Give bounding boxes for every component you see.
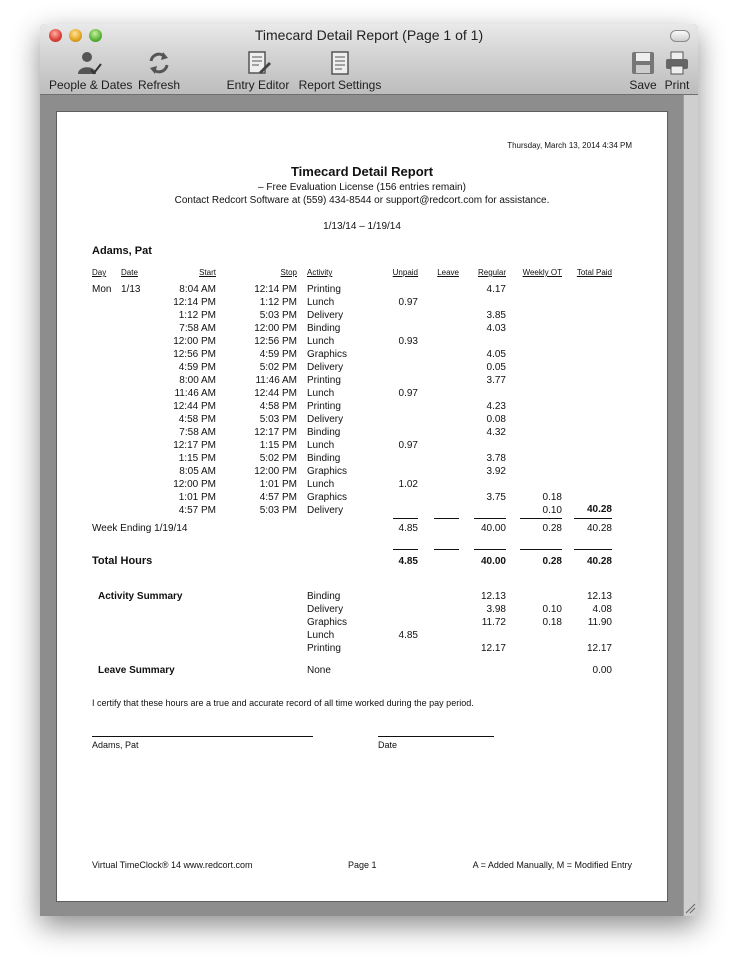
refresh-icon xyxy=(146,50,172,76)
print-button[interactable] xyxy=(660,50,694,92)
regular-hours: 0.08 xyxy=(486,414,506,425)
start-time: 4:59 PM xyxy=(178,362,216,373)
report-page xyxy=(56,111,668,902)
header-weekly-ot: Weekly OT xyxy=(522,268,562,277)
regular-hours: 4.17 xyxy=(486,284,506,295)
refresh-label: Refresh xyxy=(137,78,181,92)
total-regular: 40.00 xyxy=(480,556,506,567)
activity: Printing xyxy=(307,375,341,386)
regular-hours: 4.05 xyxy=(486,349,506,360)
summary-unpaid: 4.85 xyxy=(398,630,418,641)
stop-time: 1:15 PM xyxy=(259,440,297,451)
stop-time: 5:03 PM xyxy=(259,505,297,516)
start-time: 7:58 AM xyxy=(179,427,216,438)
start-time: 8:05 AM xyxy=(179,466,216,477)
vertical-scrollbar[interactable] xyxy=(683,95,698,916)
print-label: Print xyxy=(664,78,690,92)
resize-grip-icon[interactable] xyxy=(684,902,696,914)
save-button[interactable] xyxy=(626,50,660,92)
start-time: 8:00 AM xyxy=(179,375,216,386)
activity: Graphics xyxy=(307,349,348,360)
unpaid-hours: 0.97 xyxy=(398,388,418,399)
signature-date-label: Date xyxy=(378,740,398,750)
total-paid: 40.28 xyxy=(586,556,612,567)
summary-ot: 0.10 xyxy=(542,604,562,615)
start-time: 4:57 PM xyxy=(178,505,216,516)
header-leave: Leave xyxy=(437,268,459,277)
summary-activity: Printing xyxy=(307,643,341,654)
date-range: 1/13/14 – 1/19/14 xyxy=(323,221,401,232)
report-settings-label: Report Settings xyxy=(298,78,382,92)
stop-time: 4:57 PM xyxy=(259,492,297,503)
signature-line xyxy=(92,736,313,737)
summary-activity: Lunch xyxy=(307,630,335,641)
week-total: 40.28 xyxy=(586,523,612,534)
start-time: 4:58 PM xyxy=(178,414,216,425)
footer-page-number: Page 1 xyxy=(348,860,377,870)
stop-time: 12:44 PM xyxy=(254,388,297,399)
stop-time: 12:00 PM xyxy=(254,466,297,477)
summary-total: 12.17 xyxy=(586,643,612,654)
first-date: 1/13 xyxy=(121,284,141,295)
footer-legend: A = Added Manually, M = Modified Entry xyxy=(472,860,632,870)
regular-hours: 4.03 xyxy=(486,323,506,334)
week-ot: 0.28 xyxy=(542,523,562,534)
entry-editor-button[interactable] xyxy=(224,50,292,92)
rule-total xyxy=(574,518,612,519)
start-time: 1:01 PM xyxy=(178,492,216,503)
start-time: 12:14 PM xyxy=(173,297,216,308)
regular-hours: 3.92 xyxy=(486,466,506,477)
stop-time: 1:12 PM xyxy=(259,297,297,308)
summary-activity: Graphics xyxy=(307,617,348,628)
print-icon xyxy=(664,50,690,76)
summary-activity: Binding xyxy=(307,591,341,602)
start-time: 12:00 PM xyxy=(173,336,216,347)
activity: Binding xyxy=(307,323,341,334)
unpaid-hours: 1.02 xyxy=(398,479,418,490)
start-time: 12:17 PM xyxy=(173,440,216,451)
activity: Delivery xyxy=(307,310,344,321)
start-time: 11:46 AM xyxy=(174,388,216,399)
header-day: Day xyxy=(92,268,107,277)
rule-leave-2 xyxy=(434,549,459,550)
header-date: Date xyxy=(121,268,138,277)
people-dates-button[interactable] xyxy=(49,50,133,92)
titlebar xyxy=(40,24,698,95)
activity: Printing xyxy=(307,401,341,412)
stop-time: 4:59 PM xyxy=(259,349,297,360)
start-time: 8:04 AM xyxy=(179,284,216,295)
contact-notice: Contact Redcort Software at (559) 434-8544 or support@redcort.com for assistance. xyxy=(174,195,550,206)
toolbar-toggle-button[interactable] xyxy=(670,30,690,42)
people-dates-label: People & Dates xyxy=(49,78,133,92)
activity: Delivery xyxy=(307,362,344,373)
first-day: Mon xyxy=(92,284,112,295)
activity: Binding xyxy=(307,453,341,464)
start-time: 7:58 AM xyxy=(179,323,216,334)
header-unpaid: Unpaid xyxy=(392,268,418,277)
activity: Delivery xyxy=(307,414,344,425)
refresh-button[interactable] xyxy=(134,50,184,92)
license-notice: – Free Evaluation License (156 entries remain) xyxy=(258,182,466,193)
summary-regular: 12.17 xyxy=(480,643,506,654)
rule-unpaid xyxy=(393,518,418,519)
regular-hours: 0.05 xyxy=(486,362,506,373)
weekly-ot-hours: 0.18 xyxy=(542,492,562,503)
regular-hours: 3.77 xyxy=(486,375,506,386)
header-total-paid: Total Paid xyxy=(576,268,612,277)
regular-hours: 4.23 xyxy=(486,401,506,412)
unpaid-hours: 0.97 xyxy=(398,297,418,308)
stop-time: 5:03 PM xyxy=(259,414,297,425)
header-regular: Regular xyxy=(477,268,506,277)
start-time: 12:00 PM xyxy=(173,479,216,490)
week-unpaid: 4.85 xyxy=(398,523,418,534)
activity-summary-label: Activity Summary xyxy=(98,591,183,602)
entry-editor-icon xyxy=(245,50,271,76)
activity: Binding xyxy=(307,427,341,438)
activity: Graphics xyxy=(307,466,348,477)
header-start: Start xyxy=(199,268,216,277)
leave-summary-label: Leave Summary xyxy=(98,665,175,676)
report-settings-button[interactable] xyxy=(296,50,384,92)
rule-ot xyxy=(520,518,562,519)
activity: Delivery xyxy=(307,505,344,516)
week-regular: 40.00 xyxy=(480,523,506,534)
summary-total: 12.13 xyxy=(586,591,612,602)
rule-total-2 xyxy=(574,549,612,550)
total-unpaid: 4.85 xyxy=(398,556,418,567)
header-activity: Activity xyxy=(307,268,333,277)
stop-time: 12:56 PM xyxy=(254,336,297,347)
stop-time: 5:02 PM xyxy=(259,362,297,373)
regular-hours: 4.32 xyxy=(486,427,506,438)
regular-hours: 3.78 xyxy=(486,453,506,464)
summary-activity: Delivery xyxy=(307,604,344,615)
window-title: Timecard Detail Report (Page 1 of 1) xyxy=(254,27,484,43)
leave-summary-total: 0.00 xyxy=(592,665,612,676)
day-total: 40.28 xyxy=(586,504,612,515)
summary-total: 4.08 xyxy=(592,604,612,615)
leave-summary-value: None xyxy=(307,665,331,676)
activity: Lunch xyxy=(307,297,335,308)
regular-hours: 3.85 xyxy=(486,310,506,321)
stop-time: 4:58 PM xyxy=(259,401,297,412)
rule-regular xyxy=(474,518,506,519)
report-settings-icon xyxy=(327,50,353,76)
total-ot: 0.28 xyxy=(542,556,562,567)
unpaid-hours: 0.97 xyxy=(398,440,418,451)
activity: Lunch xyxy=(307,479,335,490)
report-title: Timecard Detail Report xyxy=(290,164,434,179)
stop-time: 11:46 AM xyxy=(255,375,297,386)
weekly-ot-hours: 0.10 xyxy=(542,505,562,516)
regular-hours: 3.75 xyxy=(486,492,506,503)
total-hours-label: Total Hours xyxy=(92,555,153,567)
stop-time: 5:02 PM xyxy=(259,453,297,464)
signature-name: Adams, Pat xyxy=(92,740,139,750)
stop-time: 12:00 PM xyxy=(254,323,297,334)
save-icon xyxy=(630,50,656,76)
summary-ot: 0.18 xyxy=(542,617,562,628)
stop-time: 12:17 PM xyxy=(254,427,297,438)
date-line xyxy=(378,736,494,737)
start-time: 1:12 PM xyxy=(178,310,216,321)
start-time: 12:56 PM xyxy=(173,349,216,360)
report-window xyxy=(40,24,698,916)
rule-unpaid-2 xyxy=(393,549,418,550)
week-label: Week Ending 1/19/14 xyxy=(92,523,188,534)
rule-regular-2 xyxy=(474,549,506,550)
summary-regular: 3.98 xyxy=(486,604,506,615)
activity: Lunch xyxy=(307,336,335,347)
footer-product: Virtual TimeClock® 14 www.redcort.com xyxy=(92,860,253,870)
start-time: 12:44 PM xyxy=(173,401,216,412)
rule-ot-2 xyxy=(520,549,562,550)
summary-regular: 12.13 xyxy=(480,591,506,602)
unpaid-hours: 0.93 xyxy=(398,336,418,347)
report-timestamp: Thursday, March 13, 2014 4:34 PM xyxy=(507,141,632,150)
stop-time: 12:14 PM xyxy=(254,284,297,295)
summary-total: 11.90 xyxy=(587,617,612,628)
rule-leave xyxy=(434,518,459,519)
activity: Printing xyxy=(307,284,341,295)
header-stop: Stop xyxy=(280,268,297,277)
activity: Lunch xyxy=(307,388,335,399)
stop-time: 1:01 PM xyxy=(259,479,297,490)
summary-regular: 11.72 xyxy=(481,617,506,628)
save-label: Save xyxy=(629,78,657,92)
entry-editor-label: Entry Editor xyxy=(226,78,290,92)
employee-name: Adams, Pat xyxy=(92,245,152,257)
stop-time: 5:03 PM xyxy=(259,310,297,321)
person-icon xyxy=(76,50,102,76)
activity: Graphics xyxy=(307,492,348,503)
start-time: 1:15 PM xyxy=(178,453,216,464)
certification-text: I certify that these hours are a true and accurate record of all time worked during the pay period. xyxy=(92,698,474,708)
activity: Lunch xyxy=(307,440,335,451)
